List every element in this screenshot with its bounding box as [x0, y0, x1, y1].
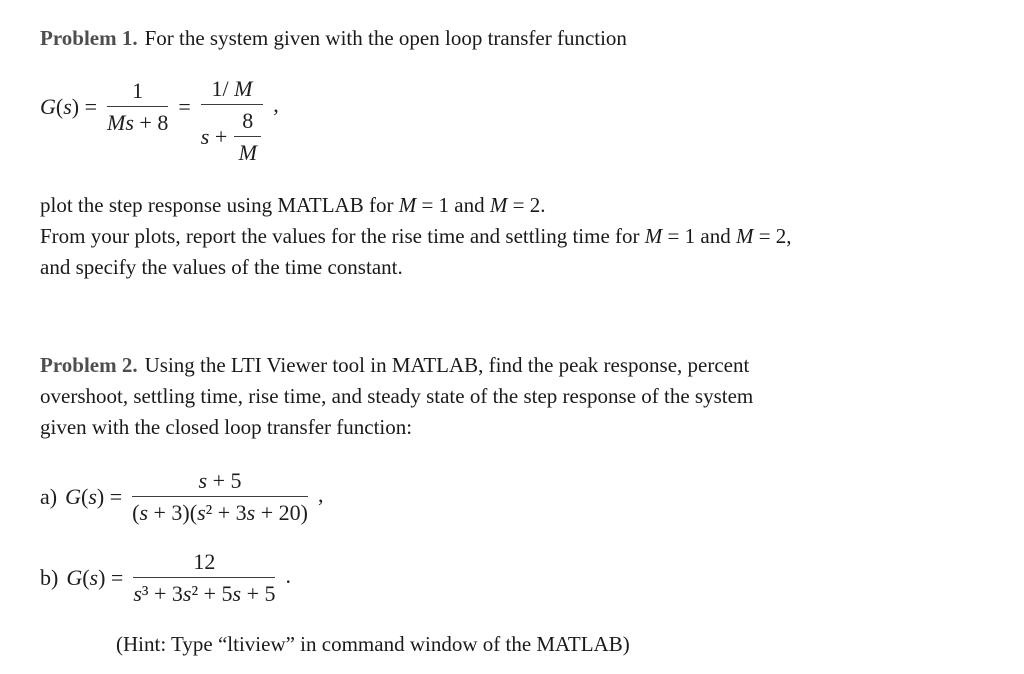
fraction-denominator: (s + 3)(s² + 3s + 20): [132, 500, 308, 525]
fraction-denominator: [201, 105, 263, 166]
fraction-1-over-Ms-plus-8: [107, 77, 168, 136]
fraction-b: [133, 548, 275, 607]
variable-M: M: [489, 193, 508, 217]
problem2-heading-line: [40, 350, 920, 381]
fraction-denominator: s³ + 3s² + 5s + 5: [133, 581, 276, 606]
formula-b-period: .: [285, 563, 291, 588]
task-text: = 1 and: [416, 193, 490, 217]
equals-sign: =: [178, 93, 191, 119]
report-line-1: [40, 221, 920, 252]
fraction-denominator: Ms + 8: [107, 109, 169, 135]
fraction-1M-over-s-plus-8M: [201, 75, 263, 166]
open-loop-formula: [40, 64, 984, 165]
task-text: plot the step response using MATLAB for: [40, 193, 399, 217]
item-b-label: b): [40, 565, 59, 590]
problem2-heading: Problem 2.: [40, 353, 138, 377]
problem2-intro: overshoot, settling time, rise time, and steady state of the step response of the system: [40, 384, 754, 408]
problem2-intro: Using the LTI Viewer tool in MATLAB, find the peak response, percent: [144, 353, 750, 377]
hint-line: [40, 629, 984, 660]
formula1-lhs: G(s) =: [40, 93, 98, 119]
problem1-heading-line: [40, 23, 920, 54]
report-text: From your plots, report the values for the rise time and settling time for: [40, 224, 645, 248]
problem1-task-line: [40, 190, 920, 221]
report-text: and specify the values of the time constant.: [40, 255, 403, 279]
fraction-numerator: 1: [107, 77, 168, 107]
problem1-report-paragraph: [40, 221, 920, 283]
problem1-heading: Problem 1.: [40, 26, 138, 50]
formula-a-comma: ,: [317, 482, 324, 507]
fraction-a: [132, 467, 308, 526]
fraction-numerator: 8: [234, 107, 261, 137]
fraction-numerator: 12: [133, 548, 275, 578]
problem2-intro-line-2: [40, 381, 920, 412]
formula-b-lhs: G(s) =: [66, 565, 124, 590]
problem2-intro: given with the closed loop transfer function:: [40, 415, 413, 439]
hint-text: (Hint: Type “ltiview” in command window of the MATLAB): [116, 632, 630, 656]
problem2-paragraph: [40, 350, 920, 443]
report-line-2: [40, 252, 920, 283]
report-text: = 2,: [753, 224, 792, 248]
fraction-numerator: s + 5: [132, 467, 308, 497]
formula-a: [40, 467, 984, 526]
problem1-intro: For the system given with the open loop transfer function: [144, 26, 627, 50]
report-text: = 1 and: [662, 224, 736, 248]
fraction-denominator: M: [238, 139, 257, 165]
task-text: = 2.: [507, 193, 546, 217]
denominator-prefix: s +: [200, 123, 228, 149]
item-a-label: a): [40, 484, 58, 509]
formula-b: [40, 548, 984, 607]
fraction-8-over-M: [234, 107, 261, 166]
variable-M: M: [398, 193, 417, 217]
variable-M: M: [735, 224, 754, 248]
formula-a-lhs: G(s) =: [65, 484, 123, 509]
problem2-intro-line-3: [40, 412, 920, 443]
formula1-comma: ,: [273, 91, 279, 117]
variable-M: M: [644, 224, 663, 248]
fraction-numerator: 1/ M: [201, 75, 263, 105]
